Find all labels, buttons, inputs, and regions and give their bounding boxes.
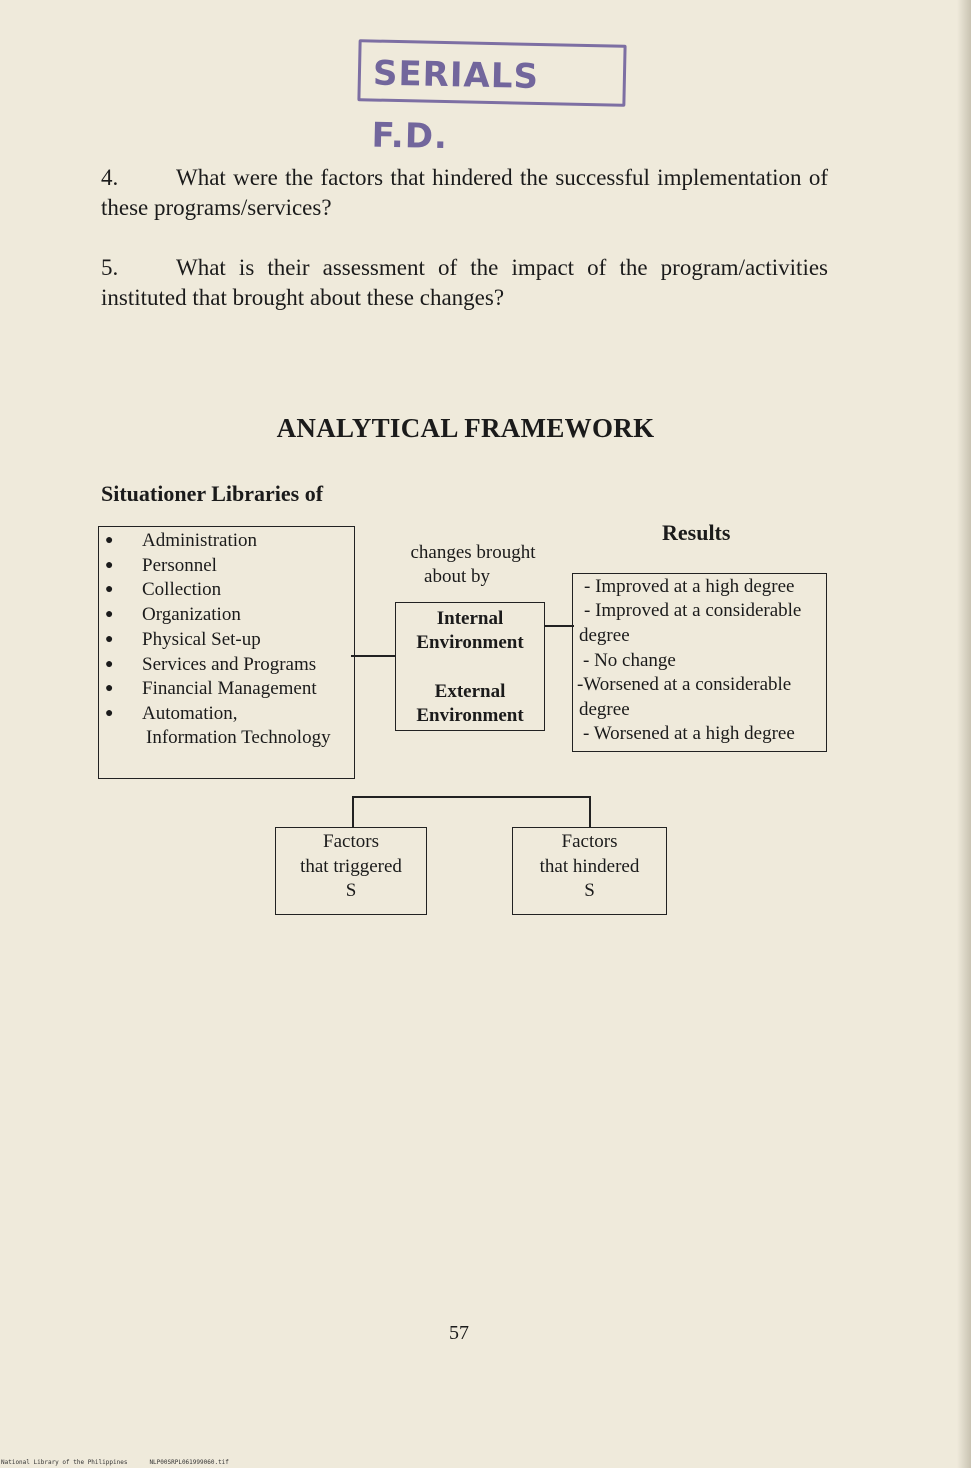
result-line: degree (579, 699, 630, 720)
results-box (572, 573, 827, 752)
list-item (105, 578, 317, 603)
results-title: Results (662, 520, 731, 545)
internal-environment-line2: Environment (416, 632, 524, 653)
factors-triggered-line3: S (345, 880, 357, 901)
question-text: What is their assessment of the impact of the program/activities instituted that brought about these changes? (101, 255, 828, 310)
connector-line (544, 625, 574, 627)
question-5 (101, 253, 828, 313)
result-line: - No change (583, 650, 676, 671)
factors-hindered-line1: Factors (561, 831, 618, 852)
question-4 (101, 163, 828, 223)
scan-footer (1, 1459, 229, 1466)
connector-line (589, 796, 591, 828)
result-line: -Worsened at a considerable (577, 674, 792, 695)
bullet-icon: ● (105, 557, 114, 573)
list-item (105, 677, 317, 702)
libraries-title: Situationer Libraries of (101, 481, 324, 506)
bullet-icon: ● (105, 631, 114, 647)
factors-hindered-line3: S (584, 880, 595, 901)
list-item-label: Organization (142, 604, 241, 626)
list-item (105, 653, 317, 678)
page-edge-shadow (957, 0, 971, 1468)
footer-filename: NLP00SRPL061999060.tif (149, 1459, 229, 1466)
question-text: What were the factors that hindered the successful implementation of these programs/services? (101, 165, 828, 220)
libraries-list (105, 529, 317, 727)
result-line: - Worsened at a high degree (583, 723, 795, 744)
result-line: - Improved at a high degree (584, 576, 795, 597)
list-item-continuation: Information Technology (146, 727, 331, 748)
factors-triggered-line2: that triggered (300, 855, 402, 877)
libraries-box (98, 526, 355, 779)
bullet-icon: ● (105, 705, 114, 721)
list-item (105, 603, 317, 628)
list-item-label: Physical Set-up (142, 628, 261, 650)
changes-caption-line2: about by (424, 566, 490, 587)
question-number: 4. (101, 165, 119, 190)
page-number: 57 (449, 1322, 469, 1344)
serials-stamp: SERIALS F.D. (357, 39, 626, 107)
factors-hindered-box (512, 827, 667, 915)
list-item (105, 529, 317, 554)
bullet-icon: ● (105, 582, 114, 598)
list-item (105, 628, 317, 653)
list-item (105, 554, 317, 579)
list-item-label: Services and Programs (142, 653, 317, 675)
changes-caption-line1: changes brought (410, 542, 536, 563)
list-item (105, 702, 317, 727)
bullet-icon: ● (105, 681, 114, 697)
external-environment-line1: External (434, 681, 506, 702)
connector-line (352, 796, 354, 828)
internal-environment-line1: Internal (436, 608, 504, 629)
factors-triggered-text (276, 830, 426, 904)
list-item-label: Administration (142, 530, 258, 551)
list-item-label: Collection (142, 579, 222, 601)
result-line: - Improved at a considerable (584, 600, 802, 621)
connector-line (352, 796, 591, 798)
bullet-icon: ● (105, 533, 114, 548)
list-item-label: Financial Management (142, 678, 317, 700)
result-line: degree (579, 625, 630, 646)
list-item-label: Automation, (142, 702, 238, 724)
bullet-icon: ● (105, 607, 114, 623)
factors-triggered-box (275, 827, 427, 915)
factors-hindered-text (513, 830, 666, 904)
question-number: 5. (101, 255, 119, 280)
external-environment-line2: Environment (416, 705, 524, 726)
connector-line (351, 655, 395, 657)
bullet-icon: ● (105, 656, 114, 672)
environment-box (395, 602, 545, 731)
footer-source: National Library of the Philippines (1, 1459, 128, 1466)
section-title: ANALYTICAL FRAMEWORK (276, 413, 655, 443)
factors-hindered-line2: that hindered (539, 855, 640, 877)
factors-triggered-line1: Factors (323, 831, 379, 852)
list-item-label: Personnel (142, 554, 217, 576)
